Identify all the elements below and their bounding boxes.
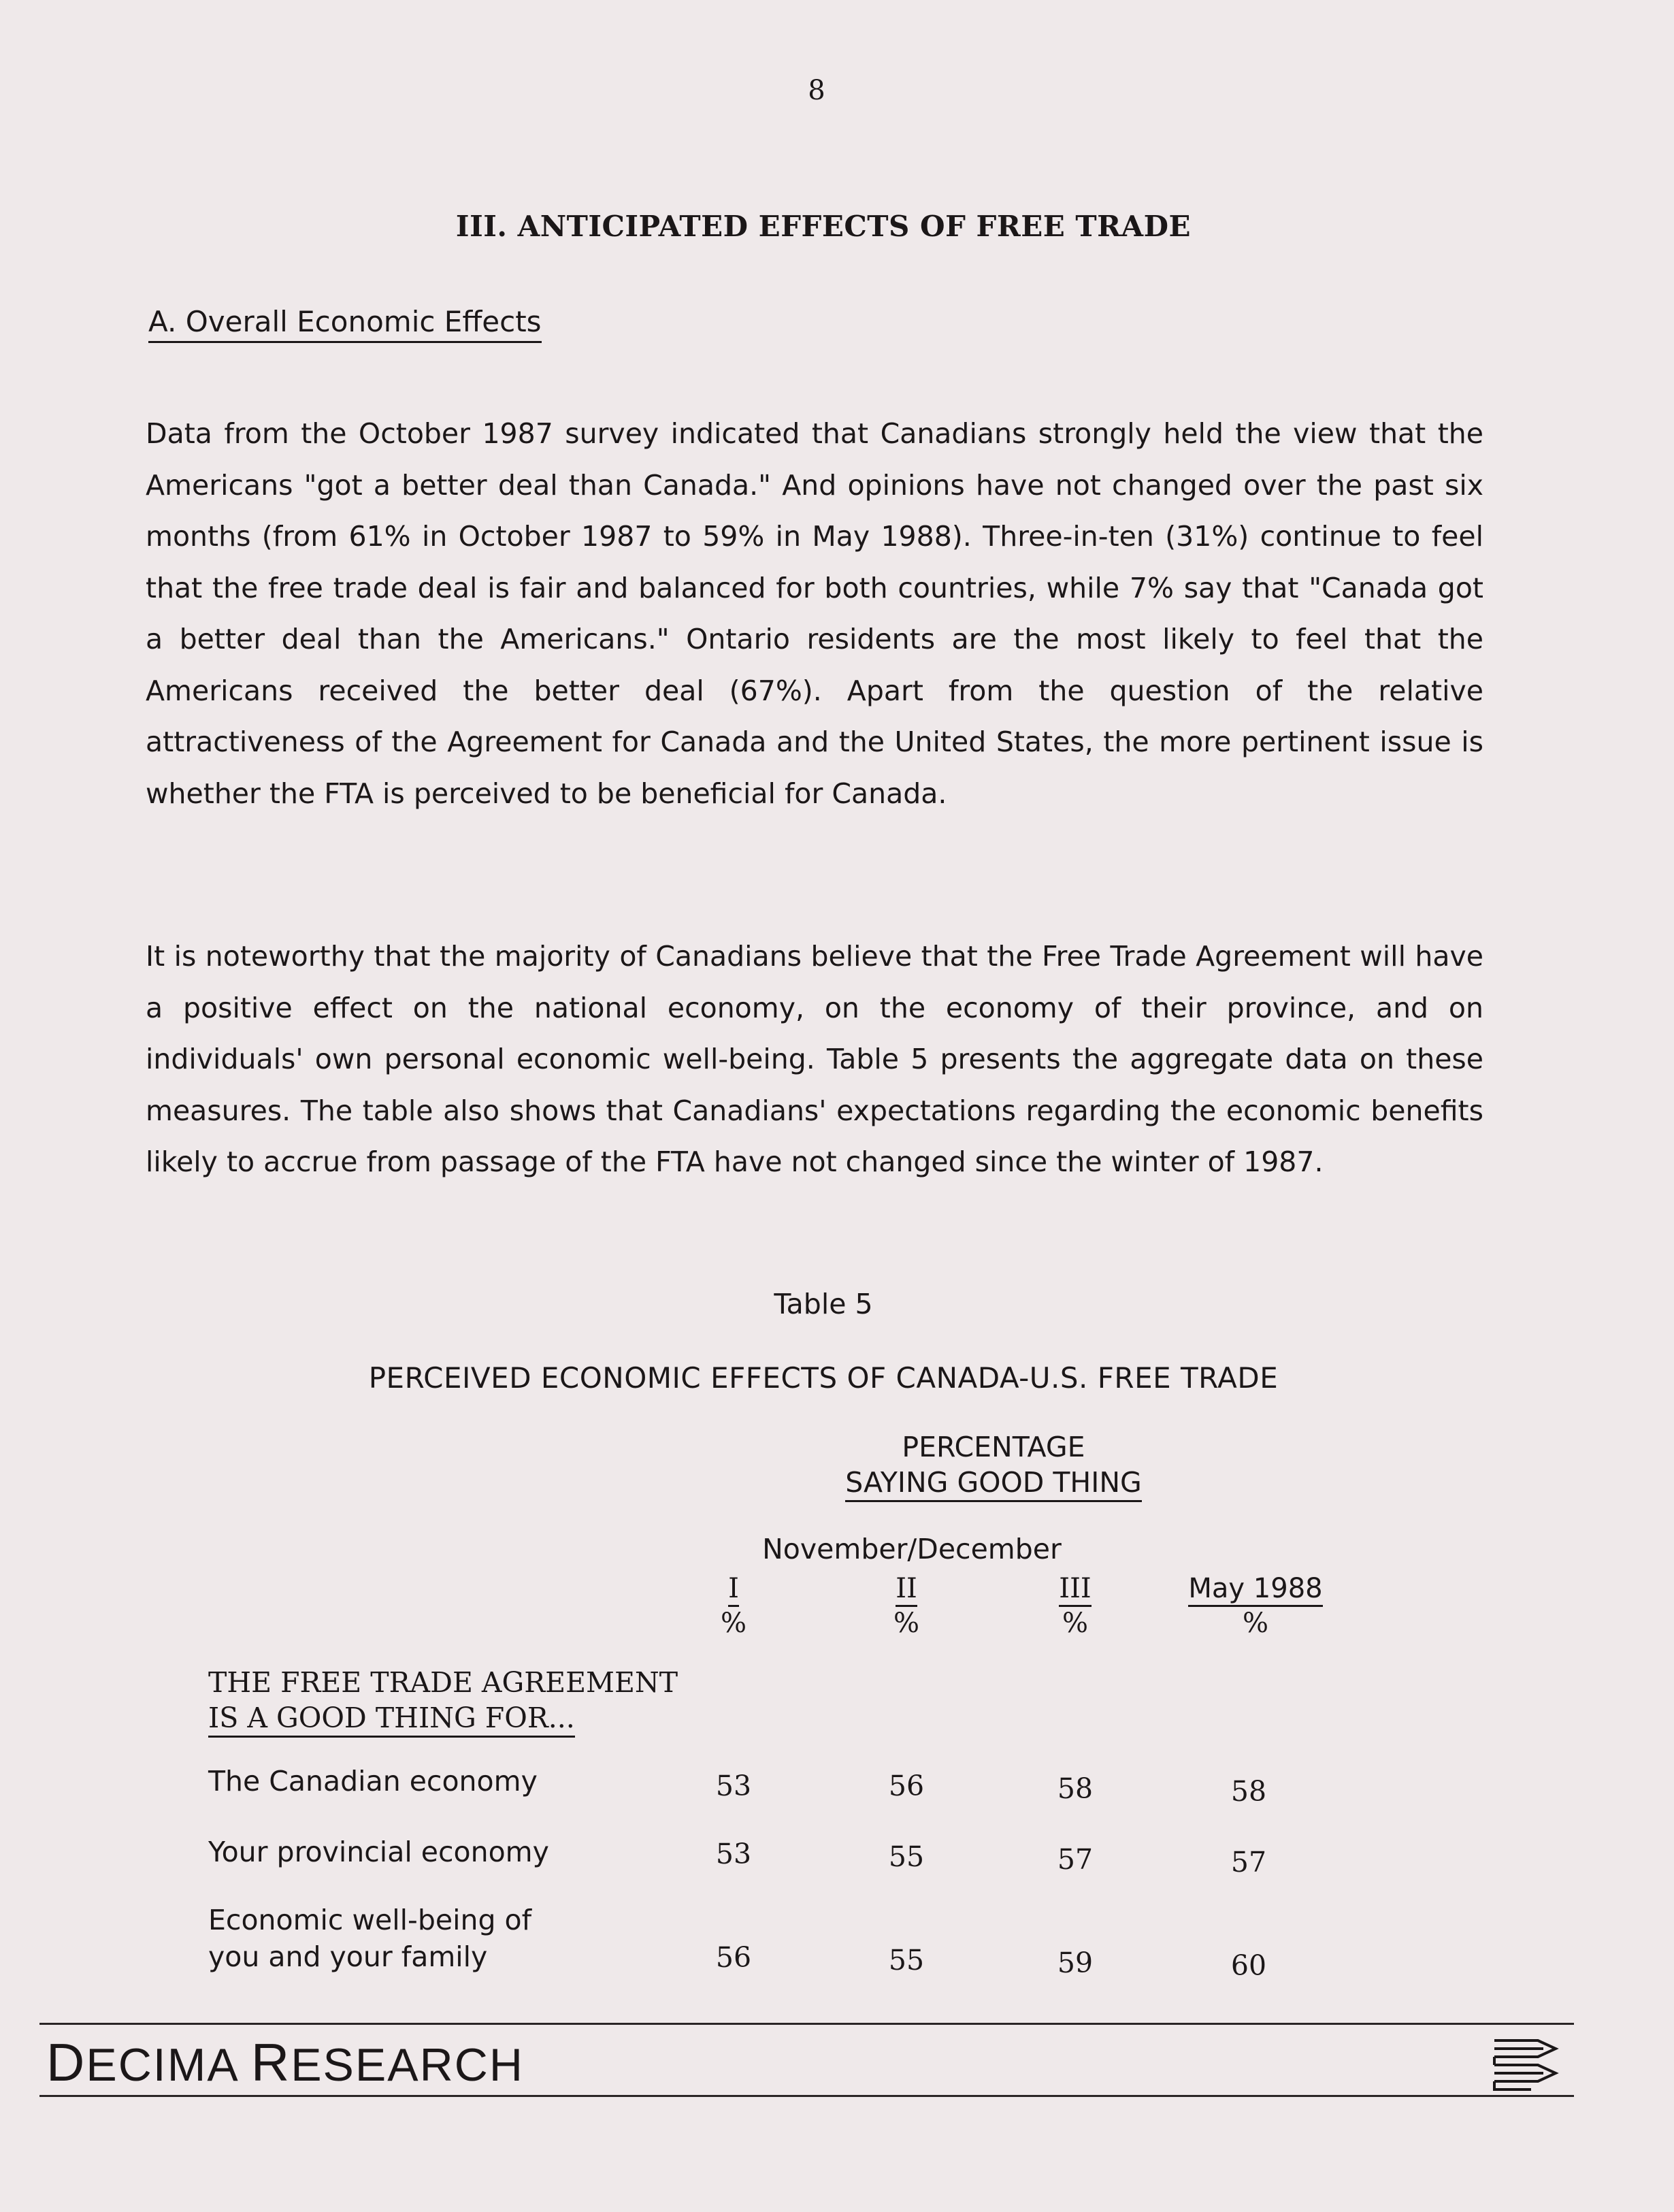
period-header: November/December [762,1533,1062,1565]
percentage-header-line2: SAYING GOOD THING [845,1465,1142,1502]
table-cell: 57 [1230,1846,1267,1878]
column-header-label: I [728,1572,739,1607]
column-header-unit: % [1062,1608,1088,1639]
column-header-2 [859,1572,954,1640]
column-header-label: II [896,1572,917,1607]
column-header-4 [1174,1572,1337,1640]
decima-logo-icon [1490,2035,1565,2092]
brand-wordmark [46,2032,524,2094]
footer-rule-bottom [39,2095,1574,2097]
table-cell: 59 [1057,1947,1094,1979]
table-title: PERCEIVED ECONOMIC EFFECTS OF CANADA-U.S. FREE TRADE [368,1361,1279,1395]
table-cell: 56 [715,1941,752,1974]
table-cell: 58 [1057,1772,1094,1805]
section-title: III. ANTICIPATED EFFECTS OF FREE TRADE [455,210,1192,243]
subheading: A. Overall Economic Effects [148,305,542,343]
column-header-1 [686,1572,781,1640]
row-label-economic-well-being [208,1902,531,1975]
table-cell: 56 [888,1770,925,1802]
table-cell: 57 [1057,1843,1094,1876]
column-header-label: May 1988 [1188,1572,1322,1607]
brand-text: ECIMA [86,2039,237,2091]
table-cell: 55 [888,1944,925,1977]
table-label: Table 5 [774,1288,873,1320]
percentage-header-line1: PERCENTAGE [902,1431,1085,1463]
row-label-line1: Economic well-being of [208,1904,532,1936]
table-cell: 53 [715,1770,752,1802]
brand-text: ESEARCH [291,2039,524,2091]
page-number: 8 [808,75,825,106]
column-header-unit: % [893,1608,919,1639]
row-label-line1: The Canadian economy [208,1765,538,1798]
table-cell: 58 [1230,1775,1267,1808]
table-cell: 55 [888,1840,925,1873]
column-header-unit: % [720,1608,746,1639]
column-header-3 [1028,1572,1123,1640]
row-label-canadian-economy [208,1763,538,1800]
percentage-header [789,1429,1198,1502]
brand-letter: D [46,2032,86,2092]
group-header-line2: IS A GOOD THING FOR... [208,1700,575,1738]
column-header-unit: % [1242,1608,1268,1639]
group-header-line1: THE FREE TRADE AGREEMENT [208,1666,678,1699]
table-cell: 53 [715,1838,752,1870]
paragraph-2: It is noteworthy that the majority of Canadians believe that the Free Trade Agreement will have a positive effect on the national economy, on the economy of their province, and on individuals' own personal economic well-being. Table 5 presents the aggregate data on these measures. The table also shows that Canadians' expectations regarding the economic benefits likely to accrue from passage of the FTA have not changed since the winter of 1987. [146,940,1483,1178]
paragraph-1: Data from the October 1987 survey indicated that Canadians strongly held the view that the Americans "got a better deal than Canada." And opinions have not changed over the past six months (from 61% in October 1987 to 59% in May 1988). Three-in-ten (31%) continue to feel that the free trade deal is fair and balanced for both countries, while 7% say that "Canada got a better deal than the Americans." Ontario residents are the most likely to feel that the Americans received the better deal (67%). Apart from the question of the relative attractiveness of the Agreement for Canada and the United States, the more pertinent issue is whether the FTA is perceived to be beneficial for Canada. [146,417,1483,810]
row-label-line2: you and your family [208,1940,488,1973]
group-header [208,1665,678,1738]
row-label-line1: Your provincial economy [208,1836,549,1868]
row-label-provincial-economy [208,1834,549,1870]
column-header-label: III [1059,1572,1091,1607]
brand-letter: R [250,2032,291,2092]
table-cell: 60 [1230,1949,1267,1982]
footer-rule-top [39,2023,1574,2025]
